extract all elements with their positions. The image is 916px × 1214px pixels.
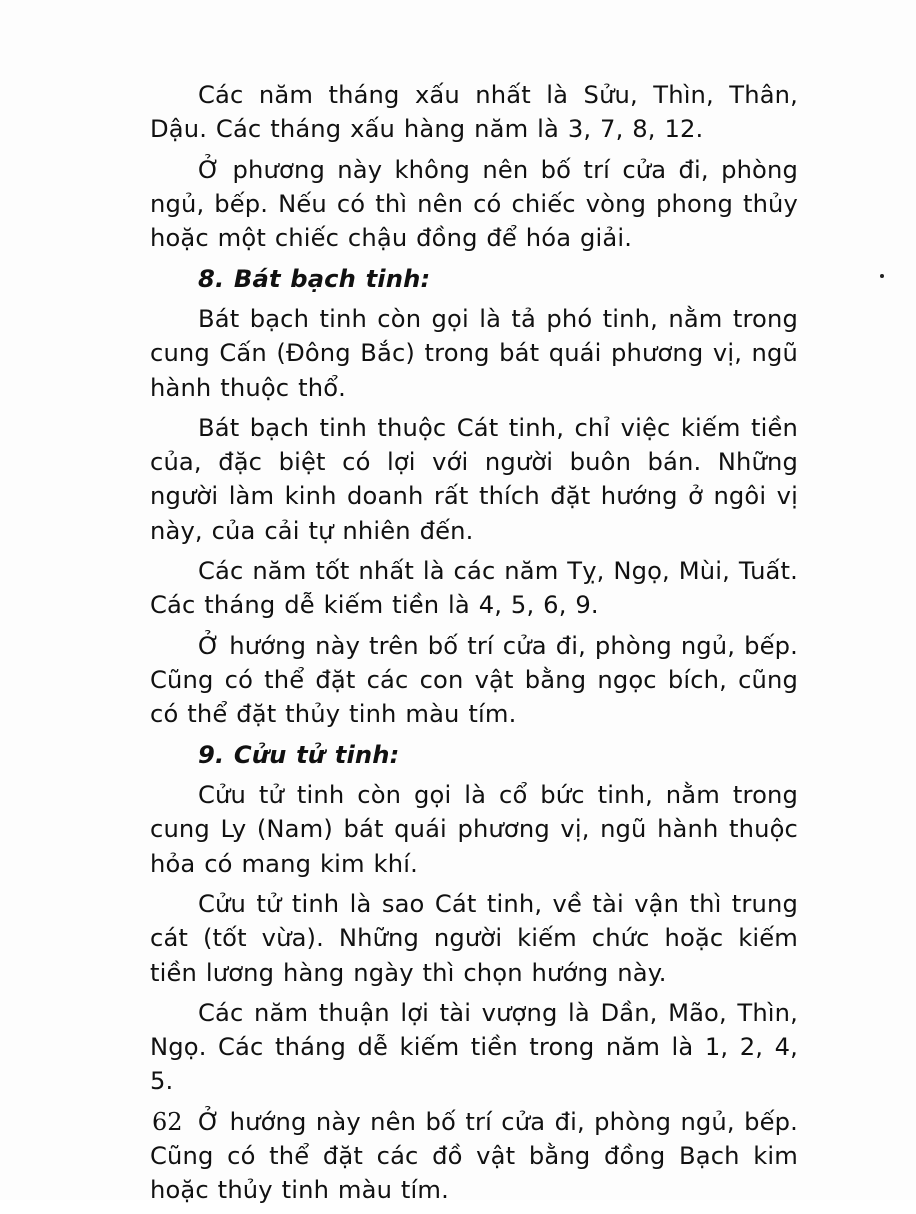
scan-speck bbox=[880, 274, 884, 278]
paragraph: Ở hướng này trên bố trí cửa đi, phòng ngủ, bếp. Cũng có thể đặt các con vật bằng ngọc bích, cũng có thể đặt thủy tinh màu tím. bbox=[150, 631, 798, 729]
paragraph: Ở phương này không nên bố trí cửa đi, phòng ngủ, bếp. Nếu có thì nên có chiếc vòng phong thủy hoặc một chiếc chậu đồng để hóa giải. bbox=[150, 155, 798, 253]
paragraph: Bát bạch tinh còn gọi là tả phó tinh, nằm trong cung Cấn (Đông Bắc) trong bát quái phương vị, ngũ hành thuộc thổ. bbox=[150, 305, 798, 402]
paragraph: Cửu tử tinh còn gọi là cổ bức tinh, nằm trong cung Ly (Nam) bát quái phương vị, ngũ hành thuộc hỏa có mang kim khí. bbox=[150, 781, 798, 878]
page-number: 62 bbox=[152, 1108, 183, 1136]
paragraph: Cửu tử tinh là sao Cát tinh, về tài vận thì trung cát (tốt vừa). Những người kiếm chức hoặc kiếm tiền lương hàng ngày thì chọn hướng này. bbox=[150, 890, 798, 987]
paragraph: Bát bạch tinh thuộc Cát tinh, chỉ việc kiếm tiền của, đặc biệt có lợi với người buôn bán. Những người làm kinh doanh rất thích đặt hướng ở ngôi vị này, của cải tự nhiên đến. bbox=[150, 414, 798, 545]
paragraph: Ở hướng này nên bố trí cửa đi, phòng ngủ, bếp. Cũng có thể đặt các đồ vật bằng đồng Bạch kim hoặc thủy tinh màu tím. bbox=[150, 1107, 798, 1205]
paragraph: Các năm tốt nhất là các năm Tỵ, Ngọ, Mùi, Tuất. Các tháng dễ kiếm tiền là 4, 5, 6, 9. bbox=[150, 557, 798, 620]
body-text bbox=[150, 78, 798, 1214]
section-heading-cuu-tu-tinh: 9. Cửu tử tinh: bbox=[198, 740, 400, 769]
paragraph: Các năm tháng xấu nhất là Sửu, Thìn, Thân, Dậu. Các tháng xấu hàng năm là 3, 7, 8, 12. bbox=[150, 81, 798, 144]
paragraph: Các năm thuận lợi tài vượng là Dần, Mão, Thìn, Ngọ. Các tháng dễ kiếm tiền trong năm là 1, 2, 4, 5. bbox=[150, 999, 798, 1096]
section-heading-bat-bach-tinh: 8. Bát bạch tinh: bbox=[198, 264, 431, 293]
